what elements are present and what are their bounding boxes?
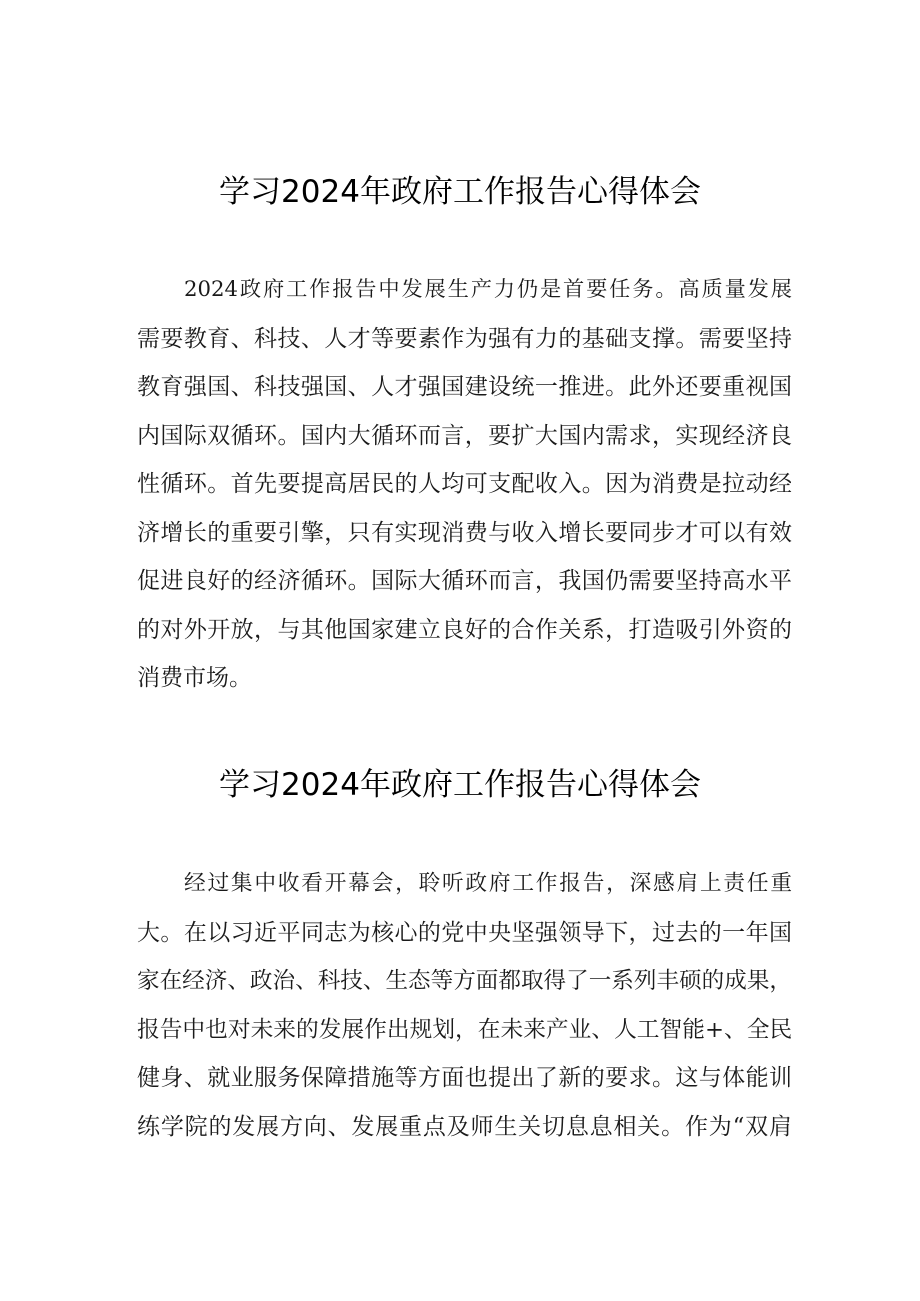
body-line: 教育强国、科技强国、人才强国建设统一推进。此外还要重视国: [137, 374, 792, 400]
body-line: 济增长的重要引擎，只有实现消费与收入增长要同步才可以有效: [137, 519, 792, 546]
body-line: 练学院的发展方向、发展重点及师生关切息息相关。作为“双肩: [137, 1113, 792, 1140]
body-line: 报告中也对未来的发展作出规划，在未来产业、人工智能+、全民: [137, 1016, 793, 1043]
body-line: 家在经济、政治、科技、生态等方面都取得了一系列丰硕的成果，: [137, 968, 792, 994]
body-line: 内国际双循环。国内大循环而言，要扩大国内需求，实现经济良: [137, 422, 792, 449]
body-line: 性循环。首先要提高居民的人均可支配收入。因为消费是拉动经: [137, 471, 792, 497]
body-line: 2024政府工作报告中发展生产力仍是首要任务。高质量发展: [184, 277, 792, 302]
section-title-1: 学习2024年政府工作报告心得体会: [219, 174, 701, 210]
body-line: 健身、就业服务保障措施等方面也提出了新的要求。这与体能训: [137, 1065, 792, 1091]
body-line: 消费市场。: [137, 665, 252, 691]
body-line: 需要教育、科技、人才等要素作为强有力的基础支撑。需要坚持: [137, 325, 792, 352]
body-line: 促进良好的经济循环。国际大循环而言，我国仍需要坚持高水平: [137, 568, 792, 594]
section-title-2: 学习2024年政府工作报告心得体会: [219, 767, 701, 803]
section-body-1: [137, 272, 792, 709]
body-line: 大。在以习近平同志为核心的党中央坚强领导下，过去的一年国: [137, 919, 792, 946]
section-body-2: [137, 866, 792, 1157]
body-line: 的对外开放，与其他国家建立良好的合作关系，打造吸引外资的: [137, 616, 792, 643]
body-line: 经过集中收看开幕会，聆听政府工作报告，深感肩上责任重: [184, 871, 792, 896]
